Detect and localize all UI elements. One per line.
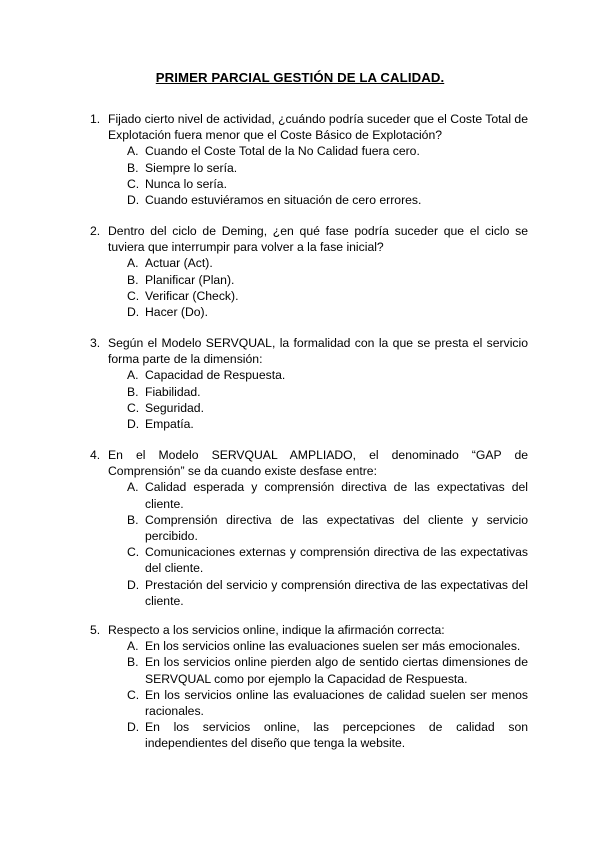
option-text: Nunca lo sería. [145, 176, 227, 191]
option-c [127, 687, 528, 719]
option-letter: C. [127, 176, 140, 191]
question-text: Fijado cierto nivel de actividad, ¿cuándo podría suceder que el Coste Total de Explotación fuera menor que el Coste Básico de Explotación? [108, 112, 528, 143]
option-text: Comunicaciones externas y comprensión directiva de las expectativas del cliente. [145, 545, 528, 576]
option-list [127, 479, 528, 609]
option-letter: C. [127, 288, 140, 303]
question-1 [90, 111, 528, 208]
question-5 [90, 622, 528, 752]
option-c [127, 288, 528, 304]
option-text: Cuando estuviéramos en situación de cero errores. [145, 193, 422, 208]
option-text: Verificar (Check). [145, 288, 239, 303]
option-text: En los servicios online las evaluaciones suelen ser más emocionales. [145, 639, 521, 654]
option-list [127, 638, 528, 751]
option-letter: B. [127, 384, 139, 399]
question-text: Dentro del ciclo de Deming, ¿en qué fase podría suceder que el ciclo se tuviera que interrumpir para volver a la fase inicial? [108, 224, 528, 255]
option-d [127, 192, 528, 208]
question-number: 5. [90, 623, 101, 637]
document-title: PRIMER PARCIAL GESTIÓN DE LA CALIDAD. [155, 70, 445, 85]
option-letter: D. [127, 193, 140, 208]
option-text: Seguridad. [145, 400, 204, 415]
option-text: Capacidad de Respuesta. [145, 368, 286, 383]
option-text: En los servicios online, las percepciones de calidad son independientes del diseño que tenga la website. [145, 720, 528, 751]
option-letter: A. [127, 144, 139, 159]
option-letter: B. [127, 272, 139, 287]
option-letter: C. [127, 545, 140, 560]
option-b [127, 384, 528, 400]
option-text: En los servicios online pierden algo de sentido ciertas dimensiones de SERVQUAL como por ejemplo la Capacidad de Respuesta. [145, 655, 528, 686]
option-text: Siempre lo sería. [145, 160, 238, 175]
option-b [127, 654, 528, 686]
option-text: Hacer (Do). [145, 305, 208, 320]
option-d [127, 577, 528, 609]
option-text: Cuando el Coste Total de la No Calidad fuera cero. [145, 144, 420, 159]
question-2 [90, 223, 528, 320]
option-letter: A. [127, 639, 139, 654]
option-b [127, 272, 528, 288]
option-a [127, 255, 528, 271]
option-text: Fiabilidad. [145, 384, 201, 399]
option-d [127, 304, 528, 320]
option-d [127, 719, 528, 751]
option-letter: A. [127, 480, 139, 495]
question-text: Respecto a los servicios online, indique la afirmación correcta: [108, 623, 445, 637]
option-text: Calidad esperada y comprensión directiva de las expectativas del cliente. [145, 480, 528, 511]
option-text: Prestación del servicio y comprensión directiva de las expectativas del cliente. [145, 577, 528, 608]
option-letter: D. [127, 720, 140, 735]
option-c [127, 544, 528, 576]
question-number: 2. [90, 224, 101, 238]
option-a [127, 367, 528, 383]
question-number: 1. [90, 112, 101, 126]
option-letter: D. [127, 577, 140, 592]
option-letter: C. [127, 687, 140, 702]
question-number: 3. [90, 336, 101, 350]
question-4 [90, 447, 528, 609]
option-letter: B. [127, 512, 139, 527]
option-c [127, 400, 528, 416]
option-letter: D. [127, 417, 140, 432]
option-letter: B. [127, 160, 139, 175]
option-text: Actuar (Act). [145, 256, 213, 271]
option-text: Planificar (Plan). [145, 272, 235, 287]
option-list [127, 143, 528, 208]
option-b [127, 512, 528, 544]
option-a [127, 638, 528, 654]
option-d [127, 416, 528, 432]
option-text: Empatía. [145, 417, 194, 432]
option-letter: A. [127, 256, 139, 271]
option-list [127, 367, 528, 432]
option-list [127, 255, 528, 320]
question-text: Según el Modelo SERVQUAL, la formalidad con la que se presta el servicio forma parte de la dimensión: [108, 336, 528, 367]
option-a [127, 143, 528, 159]
question-text: En el Modelo SERVQUAL AMPLIADO, el denominado “GAP de Comprensión” se da cuando existe desfase entre: [108, 448, 528, 479]
option-letter: B. [127, 655, 139, 670]
option-letter: C. [127, 400, 140, 415]
option-b [127, 160, 528, 176]
question-number: 4. [90, 448, 101, 462]
option-c [127, 176, 528, 192]
option-a [127, 479, 528, 511]
option-text: Comprensión directiva de las expectativas del cliente y servicio percibido. [145, 512, 528, 544]
option-text: En los servicios online las evaluaciones de calidad suelen ser menos racionales. [145, 687, 528, 719]
question-3 [90, 335, 528, 432]
option-letter: A. [127, 368, 139, 383]
option-letter: D. [127, 305, 140, 320]
